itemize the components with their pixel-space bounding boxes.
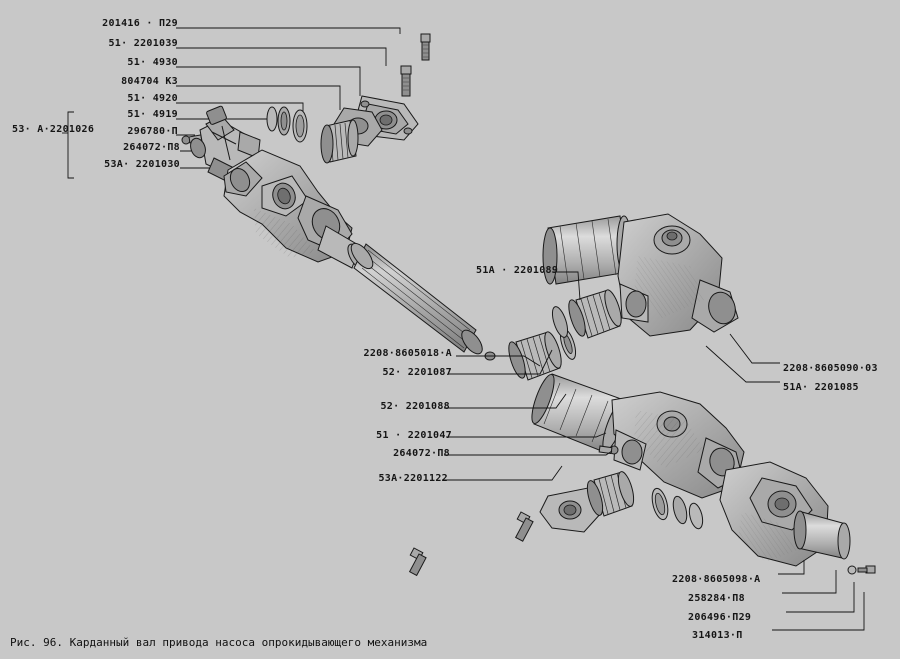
bottom-hardware-group — [410, 462, 875, 575]
label-201416-P29: 201416 · П29 — [102, 18, 178, 29]
label-51-4920: 51· 4920 — [127, 93, 178, 104]
label-52-2201088: 52· 2201088 — [380, 401, 450, 412]
bolt-201416 — [421, 34, 430, 60]
label-53A-2201122: 53A·2201122 — [378, 473, 448, 484]
bolt-lower-1 — [516, 512, 533, 541]
label-258284-P8: 258284·П8 — [688, 593, 745, 604]
label-2208-8605098-A: 2208·8605098·A — [672, 574, 761, 585]
label-53A-2201026: 53· A·2201026 — [12, 124, 95, 135]
label-2208-8605090-03: 2208·8605090·03 — [783, 363, 878, 374]
bolt-51-2201039 — [401, 66, 411, 96]
label-51-4919: 51· 4919 — [127, 109, 178, 120]
figure-caption: Рис. 96. Карданный вал привода насоса опрокидывающего механизма — [10, 636, 428, 649]
label-51-4930: 51· 4930 — [127, 57, 178, 68]
label-206496-P29: 206496·П29 — [688, 612, 752, 623]
upper-yoke-flange-body — [224, 150, 367, 270]
label-296780-P: 296780·П — [127, 126, 178, 137]
label-264072-P8-lower: 264072·П8 — [393, 448, 450, 459]
label-51-2201039: 51· 2201039 — [108, 38, 178, 49]
label-52-2201087: 52· 2201087 — [382, 367, 452, 378]
bolt-lower-2 — [410, 548, 426, 575]
label-51A-2201085: 51A· 2201085 — [783, 382, 859, 393]
splined-drive-shaft — [347, 240, 495, 360]
top-fasteners-group — [401, 34, 430, 96]
leader-lines-right — [706, 334, 780, 382]
label-53A-2201030: 53A· 2201030 — [104, 159, 180, 170]
label-264072-P8: 264072·П8 — [123, 142, 180, 153]
label-51-2201047: 51 · 2201047 — [376, 430, 452, 441]
bolt-far-right — [858, 566, 875, 573]
label-314013-P: 314013·П — [692, 630, 743, 641]
label-2208-8605018-A: 2208·8605018·A — [363, 348, 452, 359]
label-51A-2201089: 51A · 2201089 — [476, 265, 559, 276]
right-splined-sleeve-group — [549, 288, 624, 339]
label-804704-K3: 804704 К3 — [121, 76, 178, 87]
sleeve-seal-rings-group — [505, 327, 578, 380]
